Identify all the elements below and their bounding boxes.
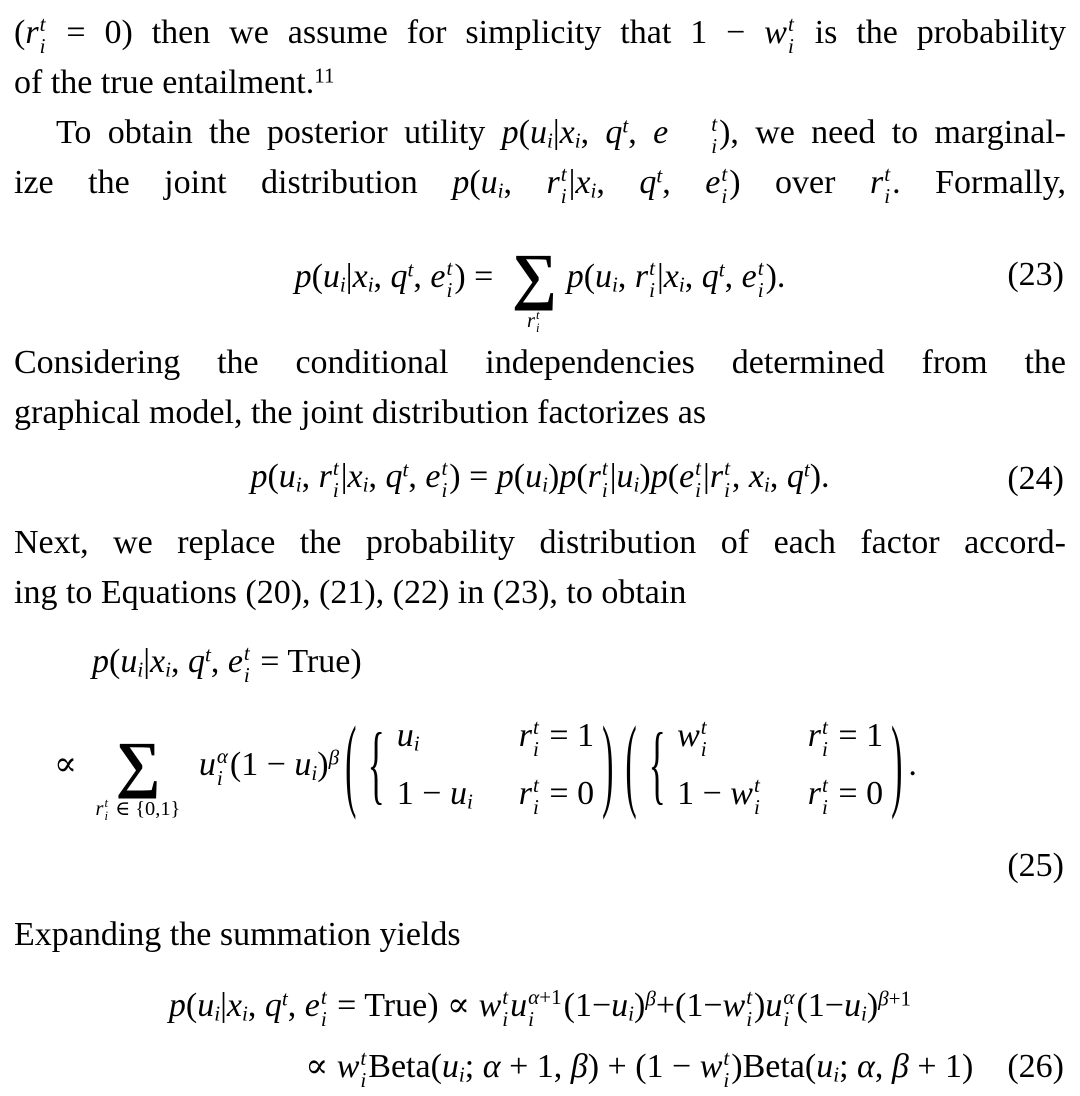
big-paren-right: )	[602, 709, 614, 822]
cases-block: { w t i r t i = 1 1 − w t i r t i = 0	[648, 714, 884, 820]
stacked-scripts: t i	[104, 795, 108, 823]
stacked-scripts: t i	[533, 714, 539, 761]
stacked-scripts: α i	[783, 985, 795, 1032]
paragraph-line-9: Expanding the summation yields	[14, 916, 461, 953]
stacked-scripts: t i	[601, 455, 608, 502]
stacked-scripts: t i	[757, 255, 764, 302]
stacked-scripts: t i	[535, 307, 540, 335]
big-paren-left: (	[345, 709, 357, 822]
equation-23-number: (23)	[1007, 256, 1064, 293]
big-paren-left: (	[625, 709, 637, 822]
stacked-scripts: t i	[700, 714, 707, 761]
stacked-scripts: t i	[649, 255, 655, 302]
equation-23-content: $p(u_i|x_i$, $q^t$, e t i ) = ∑ r t i $p(u_i$, r t i $|x_i$, $q^t$, e t i ).	[294, 240, 786, 335]
paragraph-line-3: To obtain the posterior utility $p(u_i|x_i$, $q^t$, e t i ), we need to marginal-	[56, 112, 1067, 159]
paragraph-line-4: ize the joint distribution $p(u_i$, r t i $|x_i$, $q^t$, e t i ) over r t i . Formally,	[14, 162, 1067, 209]
equation-26-number: (26)	[1007, 1048, 1064, 1085]
stacked-scripts: t i	[721, 162, 728, 209]
equation-25-line1: $p(u_i|x_i$, $q^t$, e t i = True)	[92, 641, 362, 688]
stacked-scripts: t i	[441, 455, 448, 502]
stacked-scripts: t i	[787, 12, 794, 59]
equation-26-content: ∝ w t i $Beta(u_i$; α + 1, β) + (1 − w t i )$Beta(u_i$; α, β + 1)	[305, 1046, 974, 1093]
summation-symbol: ∑ r t i	[511, 240, 557, 335]
stacked-scripts: t i	[502, 985, 509, 1032]
stacked-scripts: t i	[822, 773, 828, 820]
paragraph-line-1: (r t i = 0) then we assume for simplicity that 1 − w t i is the probability	[14, 12, 1066, 59]
stacked-scripts: t i	[695, 455, 702, 502]
stacked-scripts: t i	[243, 641, 250, 688]
equation-26-line2	[14, 1038, 1066, 1096]
stacked-scripts: t i	[332, 455, 339, 502]
stacked-scripts: t i	[724, 455, 730, 502]
equation-25-number: (25)	[1007, 847, 1064, 884]
paragraph-line-2: of the true entailment.$^{11}$	[14, 63, 335, 101]
stacked-scripts: t i	[884, 162, 891, 209]
equation-25-line2	[14, 692, 1066, 842]
stacked-scripts: t i	[711, 112, 718, 159]
stacked-scripts: α i	[216, 743, 228, 790]
cases-block: { $u_i$ r t i = 1 $1 - u_i$ r t i = 0	[368, 714, 595, 820]
equation-23	[14, 220, 1066, 338]
cases-brace-icon: {	[648, 717, 666, 814]
stacked-scripts: t i	[746, 985, 753, 1032]
stacked-scripts: t i	[560, 162, 567, 209]
paragraph-line-6: graphical model, the joint distribution factorizes as	[14, 394, 707, 431]
big-paren-right: )	[891, 709, 903, 822]
stacked-scripts: α+1 i	[528, 985, 562, 1032]
stacked-scripts: t i	[320, 985, 327, 1032]
stacked-scripts: t i	[822, 714, 828, 761]
equation-25-content: ∝ ∑ r t i ∈ {0,1} u α i $(1 - u_i)^\beta$ ( { $u_i$ r t i = 1 $1 - u_i$ r t i = 0 ) ( { w t i r t i = 1 1 − w t i r t i = 0 ) .	[54, 716, 917, 819]
stacked-scripts: t i	[753, 773, 760, 820]
cases-brace-icon: {	[368, 717, 386, 814]
stacked-scripts: t i	[533, 773, 539, 820]
paragraph-line-5: Considering the conditional independencies determined from the	[14, 344, 1066, 381]
equation-24-number: (24)	[1007, 460, 1064, 497]
paragraph-line-7: Next, we replace the probability distribution of each factor accord-	[14, 524, 1066, 561]
summation-symbol: ∑ r t i ∈ {0,1}	[95, 728, 181, 823]
equation-26-line1: $p(u_i|x_i$, $q^t$, e t i = True) ∝ w t i u α+1 i $(1-u_i)^\beta+(1-w$ t i )u α i $(1-u_i)^{\beta+1}$	[168, 985, 912, 1032]
equation-24-content: $p(u_i$, r t i $|x_i$, $q^t$, e t i ) = $p(u_i)p(r$ t i $|u_i)p(e$ t i |r t i , $x_i$, $q^t$).	[250, 455, 830, 502]
paragraph-line-8: ing to Equations (20), (21), (22) in (23), to obtain	[14, 574, 687, 611]
stacked-scripts: t i	[360, 1046, 367, 1093]
stacked-scripts: t i	[723, 1046, 730, 1093]
stacked-scripts: t i	[446, 255, 453, 302]
equation-24	[14, 444, 1066, 514]
stacked-scripts: t i	[39, 12, 46, 59]
